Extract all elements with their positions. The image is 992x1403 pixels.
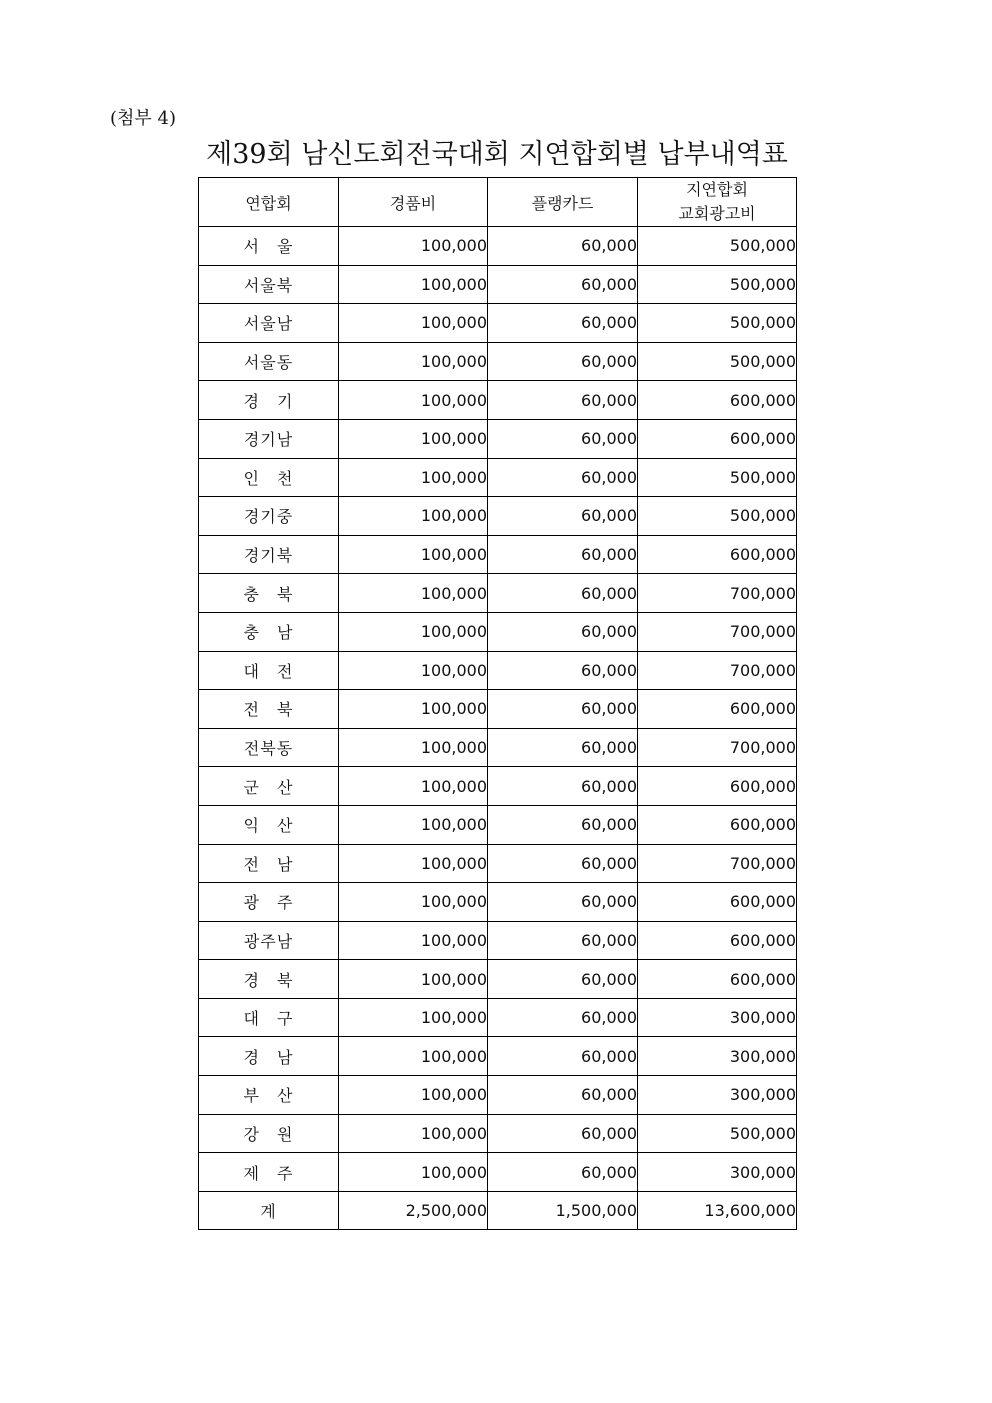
table-row bbox=[199, 381, 797, 420]
placard-amount: 60,000 bbox=[488, 265, 638, 304]
table-row bbox=[199, 304, 797, 343]
header-prize: 경품비 bbox=[339, 178, 488, 227]
prize-amount: 100,000 bbox=[339, 728, 488, 767]
prize-amount: 100,000 bbox=[339, 998, 488, 1037]
table-row bbox=[199, 342, 797, 381]
ad-amount: 500,000 bbox=[638, 497, 797, 536]
prize-amount: 100,000 bbox=[339, 535, 488, 574]
table-row bbox=[199, 1037, 797, 1076]
placard-amount: 60,000 bbox=[488, 612, 638, 651]
region-name: 경기남 bbox=[199, 419, 339, 458]
ad-amount: 600,000 bbox=[638, 381, 797, 420]
region-name: 전북동 bbox=[199, 728, 339, 767]
region-name: 인 천 bbox=[199, 458, 339, 497]
region-name: 경 북 bbox=[199, 960, 339, 999]
prize-amount: 100,000 bbox=[339, 574, 488, 613]
placard-amount: 60,000 bbox=[488, 497, 638, 536]
ad-amount: 300,000 bbox=[638, 1153, 797, 1192]
prize-amount: 100,000 bbox=[339, 690, 488, 729]
table-row bbox=[199, 497, 797, 536]
ad-amount: 500,000 bbox=[638, 458, 797, 497]
ad-amount: 500,000 bbox=[638, 1114, 797, 1153]
prize-amount: 100,000 bbox=[339, 1114, 488, 1153]
ad-amount: 700,000 bbox=[638, 844, 797, 883]
prize-amount: 100,000 bbox=[339, 458, 488, 497]
region-name: 대 전 bbox=[199, 651, 339, 690]
table-row bbox=[199, 574, 797, 613]
region-name: 경 남 bbox=[199, 1037, 339, 1076]
prize-amount: 100,000 bbox=[339, 960, 488, 999]
ad-amount: 300,000 bbox=[638, 998, 797, 1037]
table-row bbox=[199, 883, 797, 922]
ad-amount: 700,000 bbox=[638, 651, 797, 690]
region-name: 대 구 bbox=[199, 998, 339, 1037]
table-row bbox=[199, 535, 797, 574]
region-name: 전 북 bbox=[199, 690, 339, 729]
table-row bbox=[199, 728, 797, 767]
region-name: 충 남 bbox=[199, 612, 339, 651]
placard-amount: 60,000 bbox=[488, 381, 638, 420]
attachment-label: (첨부 4) bbox=[110, 108, 176, 129]
region-name: 광주남 bbox=[199, 921, 339, 960]
placard-amount: 60,000 bbox=[488, 651, 638, 690]
table-row bbox=[199, 612, 797, 651]
placard-amount: 60,000 bbox=[488, 960, 638, 999]
table-row bbox=[199, 960, 797, 999]
table-header-row bbox=[199, 178, 797, 227]
prize-amount: 100,000 bbox=[339, 767, 488, 806]
prize-amount: 100,000 bbox=[339, 265, 488, 304]
header-ad bbox=[638, 178, 797, 227]
ad-amount: 700,000 bbox=[638, 612, 797, 651]
placard-amount: 60,000 bbox=[488, 574, 638, 613]
ad-amount: 700,000 bbox=[638, 574, 797, 613]
table-row bbox=[199, 844, 797, 883]
total-label: 계 bbox=[199, 1191, 339, 1230]
ad-amount: 700,000 bbox=[638, 728, 797, 767]
placard-amount: 60,000 bbox=[488, 728, 638, 767]
table-row bbox=[199, 1153, 797, 1192]
table-row bbox=[199, 690, 797, 729]
placard-amount: 60,000 bbox=[488, 1037, 638, 1076]
region-name: 부 산 bbox=[199, 1076, 339, 1115]
placard-amount: 60,000 bbox=[488, 304, 638, 343]
region-name: 경 기 bbox=[199, 381, 339, 420]
ad-amount: 600,000 bbox=[638, 960, 797, 999]
region-name: 익 산 bbox=[199, 805, 339, 844]
region-name: 서울남 bbox=[199, 304, 339, 343]
region-name: 군 산 bbox=[199, 767, 339, 806]
prize-amount: 100,000 bbox=[339, 612, 488, 651]
prize-amount: 100,000 bbox=[339, 1076, 488, 1115]
ad-amount: 600,000 bbox=[638, 921, 797, 960]
ad-amount: 500,000 bbox=[638, 342, 797, 381]
ad-amount: 300,000 bbox=[638, 1037, 797, 1076]
table-row bbox=[199, 998, 797, 1037]
region-name: 전 남 bbox=[199, 844, 339, 883]
region-name: 서울동 bbox=[199, 342, 339, 381]
ad-amount: 600,000 bbox=[638, 690, 797, 729]
region-name: 경기중 bbox=[199, 497, 339, 536]
table-row bbox=[199, 651, 797, 690]
header-placard: 플랭카드 bbox=[488, 178, 638, 227]
placard-amount: 60,000 bbox=[488, 342, 638, 381]
prize-amount: 100,000 bbox=[339, 883, 488, 922]
prize-amount: 100,000 bbox=[339, 381, 488, 420]
prize-amount: 100,000 bbox=[339, 419, 488, 458]
prize-amount: 100,000 bbox=[339, 921, 488, 960]
ad-amount: 300,000 bbox=[638, 1076, 797, 1115]
placard-amount: 60,000 bbox=[488, 1076, 638, 1115]
placard-amount: 60,000 bbox=[488, 458, 638, 497]
placard-amount: 60,000 bbox=[488, 690, 638, 729]
table-row bbox=[199, 767, 797, 806]
region-name: 광 주 bbox=[199, 883, 339, 922]
prize-amount: 100,000 bbox=[339, 805, 488, 844]
region-name: 서울북 bbox=[199, 265, 339, 304]
placard-amount: 60,000 bbox=[488, 535, 638, 574]
header-ad-line1: 지연합회 bbox=[686, 180, 748, 199]
prize-amount: 100,000 bbox=[339, 227, 488, 266]
ad-amount: 600,000 bbox=[638, 767, 797, 806]
region-name: 충 북 bbox=[199, 574, 339, 613]
table-row bbox=[199, 1114, 797, 1153]
placard-amount: 60,000 bbox=[488, 227, 638, 266]
header-ad-line2: 교회광고비 bbox=[678, 204, 756, 223]
prize-amount: 100,000 bbox=[339, 651, 488, 690]
page-title: 제39회 남신도회전국대회 지연합회별 납부내역표 bbox=[206, 139, 788, 170]
prize-amount: 100,000 bbox=[339, 844, 488, 883]
ad-amount: 500,000 bbox=[638, 227, 797, 266]
ad-amount: 600,000 bbox=[638, 419, 797, 458]
total-placard: 1,500,000 bbox=[488, 1191, 638, 1230]
placard-amount: 60,000 bbox=[488, 1114, 638, 1153]
region-name: 강 원 bbox=[199, 1114, 339, 1153]
placard-amount: 60,000 bbox=[488, 921, 638, 960]
prize-amount: 100,000 bbox=[339, 1037, 488, 1076]
table-row bbox=[199, 265, 797, 304]
table-row bbox=[199, 227, 797, 266]
region-name: 제 주 bbox=[199, 1153, 339, 1192]
placard-amount: 60,000 bbox=[488, 1153, 638, 1192]
prize-amount: 100,000 bbox=[339, 1153, 488, 1192]
total-row bbox=[199, 1191, 797, 1230]
table-row bbox=[199, 419, 797, 458]
placard-amount: 60,000 bbox=[488, 998, 638, 1037]
placard-amount: 60,000 bbox=[488, 883, 638, 922]
ad-amount: 500,000 bbox=[638, 265, 797, 304]
region-name: 서 울 bbox=[199, 227, 339, 266]
placard-amount: 60,000 bbox=[488, 805, 638, 844]
placard-amount: 60,000 bbox=[488, 844, 638, 883]
total-prize: 2,500,000 bbox=[339, 1191, 488, 1230]
placard-amount: 60,000 bbox=[488, 419, 638, 458]
table-row bbox=[199, 921, 797, 960]
prize-amount: 100,000 bbox=[339, 304, 488, 343]
header-region: 연합회 bbox=[199, 178, 339, 227]
table-row bbox=[199, 805, 797, 844]
ad-amount: 600,000 bbox=[638, 805, 797, 844]
prize-amount: 100,000 bbox=[339, 342, 488, 381]
table-row bbox=[199, 1076, 797, 1115]
ad-amount: 600,000 bbox=[638, 883, 797, 922]
total-ad: 13,600,000 bbox=[638, 1191, 797, 1230]
prize-amount: 100,000 bbox=[339, 497, 488, 536]
ad-amount: 500,000 bbox=[638, 304, 797, 343]
placard-amount: 60,000 bbox=[488, 767, 638, 806]
table-row bbox=[199, 458, 797, 497]
region-name: 경기북 bbox=[199, 535, 339, 574]
payment-table bbox=[198, 177, 797, 1230]
ad-amount: 600,000 bbox=[638, 535, 797, 574]
